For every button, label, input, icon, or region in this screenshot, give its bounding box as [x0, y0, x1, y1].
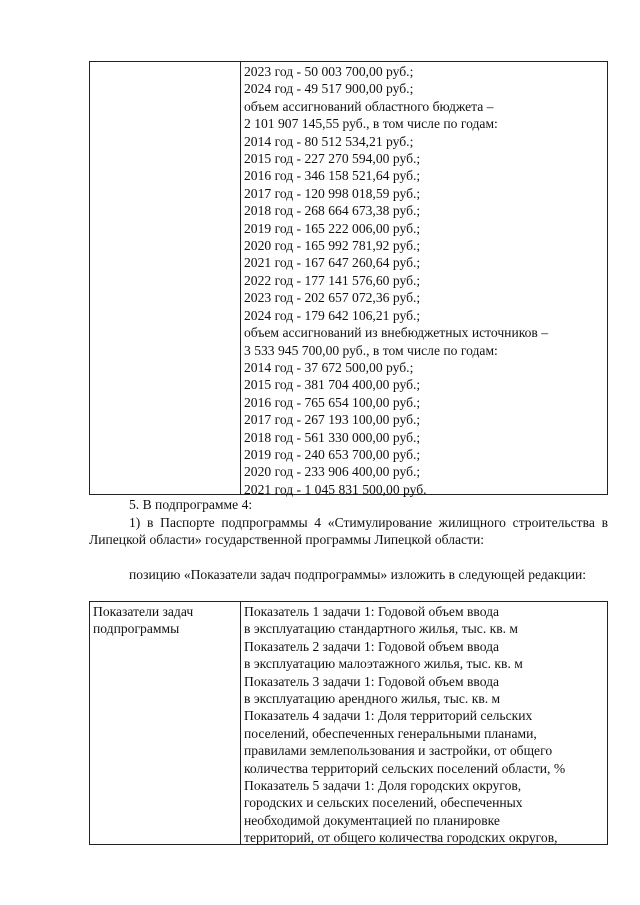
table-line: 2017 год - 120 998 018,59 руб.;: [244, 185, 421, 201]
table-line: необходимой документацией по планировке: [244, 812, 500, 828]
table-line: 2015 год - 381 704 400,00 руб.;: [244, 377, 421, 393]
table-line: 2016 год - 346 158 521,64 руб.;: [244, 168, 421, 184]
section-heading: 5. В подпрограмме 4:: [129, 497, 253, 512]
label-line: Показатели задач: [93, 604, 194, 619]
table-line: в эксплуатацию арендного жилья, тыс. кв. м: [244, 691, 501, 707]
table-line: 2014 год - 80 512 534,21 руб.;: [244, 133, 414, 149]
table-line: 2016 год - 765 654 100,00 руб.;: [244, 394, 421, 410]
table-line: 2018 год - 268 664 673,38 руб.;: [244, 203, 421, 219]
table-line: 2019 год - 165 222 006,00 руб.;: [244, 220, 421, 236]
table-line: 2015 год - 227 270 594,00 руб.;: [244, 151, 421, 167]
table-line: 2 101 907 145,55 руб., в том числе по годам:: [244, 116, 498, 132]
table-line: поселений, обеспеченных генеральными планами,: [244, 725, 537, 741]
table-line: 2024 год - 179 642 106,21 руб.;: [244, 307, 421, 323]
table-line: 2018 год - 561 330 000,00 руб.;: [244, 429, 421, 445]
column-divider: [240, 602, 241, 844]
table-line: объем ассигнований областного бюджета –: [244, 98, 494, 114]
position-paragraph: позицию «Показатели задач подпрограммы» изложить в следующей редакции:: [129, 567, 587, 582]
table-line: 2021 год - 1 045 831 500,00 руб.: [244, 481, 427, 497]
table-line: Показатель 3 задачи 1: Годовой объем ввода: [244, 673, 500, 689]
table-line: Показатель 4 задачи 1: Доля территорий сельских: [244, 708, 533, 724]
table-line: объем ассигнований из внебюджетных источников –: [244, 325, 549, 341]
table-line: правилами землепользования и застройки, от общего: [244, 743, 553, 759]
label-line: подпрограммы: [93, 621, 180, 637]
table-line: 2021 год - 167 647 260,64 руб.;: [244, 255, 421, 271]
table-line: Показатель 2 задачи 1: Годовой объем ввода: [244, 638, 500, 654]
budget-table-right-cell: [244, 63, 601, 498]
table-line: количества территорий сельских поселений области, %: [244, 760, 566, 776]
table-line: 2014 год - 37 672 500,00 руб.;: [244, 359, 414, 375]
table-line: 2020 год - 165 992 781,92 руб.;: [244, 238, 421, 254]
indicators-table-right-cell: [244, 603, 601, 847]
table-line: в эксплуатацию стандартного жилья, тыс. кв. м: [244, 621, 519, 637]
table-line: территорий, от общего количества городских округов,: [244, 830, 558, 846]
budget-table: [89, 61, 608, 495]
table-line: 2019 год - 240 653 700,00 руб.;: [244, 446, 421, 462]
table-line: 2020 год - 233 906 400,00 руб.;: [244, 464, 421, 480]
indicators-table: [89, 601, 608, 845]
table-line: 2023 год - 50 003 700,00 руб.;: [244, 64, 414, 79]
table-line: 2024 год - 49 517 900,00 руб.;: [244, 81, 414, 97]
table-line: городских и сельских поселений, обеспеченных: [244, 795, 523, 811]
table-line: 2022 год - 177 141 576,60 руб.;: [244, 272, 421, 288]
table-line: 2023 год - 202 657 072,36 руб.;: [244, 290, 421, 306]
column-divider: [240, 62, 241, 494]
table-line: Показатель 5 задачи 1: Доля городских округов,: [244, 778, 522, 794]
table-line: Показатель 1 задачи 1: Годовой объем ввода: [244, 604, 500, 619]
table-line: 3 533 945 700,00 руб., в том числе по годам:: [244, 342, 498, 358]
indicators-table-label-cell: [93, 603, 237, 638]
table-line: в эксплуатацию малоэтажного жилья, тыс. кв. м: [244, 656, 523, 672]
table-line: 2017 год - 267 193 100,00 руб.;: [244, 412, 421, 428]
item-1-paragraph: 1) в Паспорте подпрограммы 4 «Стимулирование жилищного строительства в Липецкой области» государственной программы Липецкой области:: [89, 515, 608, 548]
